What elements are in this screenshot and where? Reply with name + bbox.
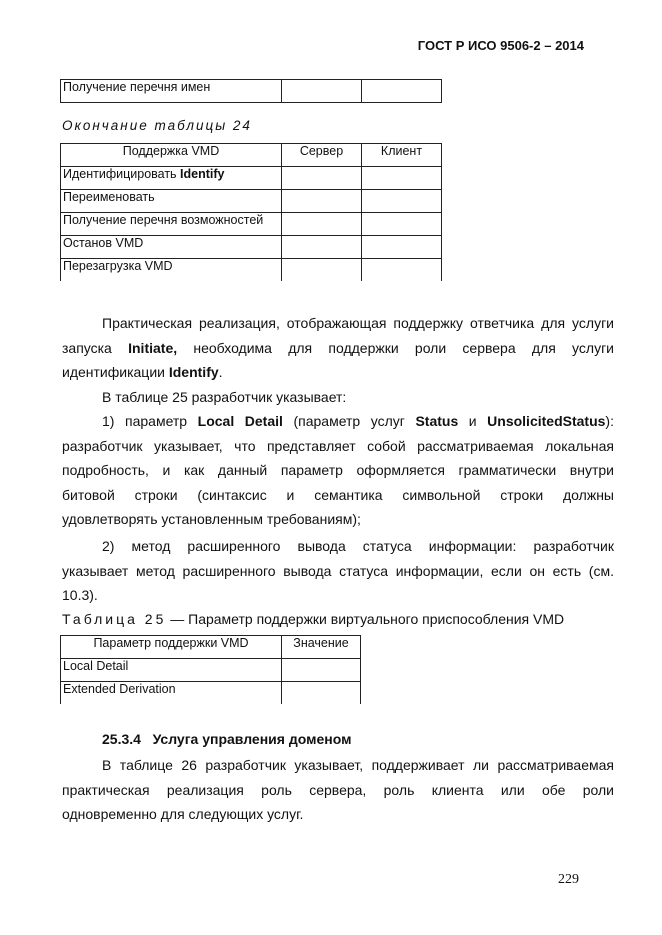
table-header: Клиент	[362, 144, 442, 167]
table-cell: Переименовать	[61, 190, 282, 213]
table-24	[60, 143, 442, 281]
text-line: 1) параметр Local Detail (параметр услуг Status и UnsolicitedStatus):	[102, 413, 614, 429]
paragraph: В таблице 25 разработчик указывает:	[102, 389, 347, 405]
text-line: удовлетворять установленным требованиям);	[62, 511, 361, 528]
table-row	[61, 167, 442, 190]
text-line: разработчик указывает, что представляет собой рассматриваемая локальная	[62, 437, 614, 454]
table-cell	[282, 659, 361, 682]
page-number: 229	[558, 872, 579, 887]
table-row	[61, 236, 442, 259]
table-cell: Перезагрузка VMD	[61, 259, 282, 282]
table-cell	[282, 167, 362, 190]
table-24-caption: Окончание таблицы 24	[62, 118, 252, 133]
table-row	[61, 659, 361, 682]
paragraph	[62, 753, 614, 827]
table-cell	[282, 213, 362, 236]
section-heading: 25.3.4 Услуга управления доменом	[102, 731, 352, 747]
table-row	[61, 682, 361, 705]
table-cell	[362, 167, 442, 190]
table-cell	[362, 190, 442, 213]
text-line: Практическая реализация, отображающая поддержку ответчика для услуги	[102, 315, 614, 331]
table-row	[61, 190, 442, 213]
table-cell	[362, 259, 442, 282]
table-cell	[282, 80, 362, 103]
paragraph	[62, 409, 614, 532]
table-cell	[282, 236, 362, 259]
table-row	[61, 213, 442, 236]
table-cell	[362, 213, 442, 236]
text-line: одновременно для следующих услуг.	[62, 806, 304, 823]
table-cell: Получение перечня имен	[61, 80, 282, 103]
table-cell: Local Detail	[61, 659, 282, 682]
table-cell	[362, 236, 442, 259]
table-cell	[282, 190, 362, 213]
text-line: В таблице 26 разработчик указывает, поддерживает ли рассматриваемая	[102, 757, 614, 773]
table-cell: Останов VMD	[61, 236, 282, 259]
table-cell	[282, 259, 362, 282]
table-24-top-fragment	[60, 79, 442, 103]
table-25-caption: Таблица 25 — Параметр поддержки виртуального приспособления VMD	[62, 611, 565, 627]
text-line: 2) метод расширенного вывода статуса информации: разработчик	[102, 538, 614, 554]
text-line: указывает метод расширенного вывода статуса информации, если он есть (см.	[62, 562, 614, 579]
table-header: Сервер	[282, 144, 362, 167]
text-line: идентификации Identify.	[62, 364, 223, 381]
text-line: битовой строки (синтаксис и семантика символьной строки должны	[62, 486, 614, 503]
table-cell: Идентифицировать Identify	[61, 167, 282, 190]
table-row	[61, 259, 442, 282]
text-line: практическая реализация роль сервера, роль клиента или обе роли	[62, 781, 614, 798]
text-line: 10.3).	[62, 587, 98, 604]
paragraph	[62, 311, 614, 385]
text-line: запуска Initiate, необходима для поддержки роли сервера для услуги	[62, 339, 614, 356]
document-header: ГОСТ Р ИСО 9506-2 – 2014	[417, 38, 584, 53]
table-25	[60, 635, 361, 704]
table-cell	[362, 80, 442, 103]
table-cell: Extended Derivation	[61, 682, 282, 705]
table-header: Значение	[282, 636, 361, 659]
table-cell	[282, 682, 361, 705]
text-line: подробность, и как данный параметр оформляется грамматически внутри	[62, 462, 614, 479]
table-header: Поддержка VMD	[61, 144, 282, 167]
paragraph	[62, 534, 614, 608]
table-header: Параметр поддержки VMD	[61, 636, 282, 659]
table-cell: Получение перечня возможностей	[61, 213, 282, 236]
